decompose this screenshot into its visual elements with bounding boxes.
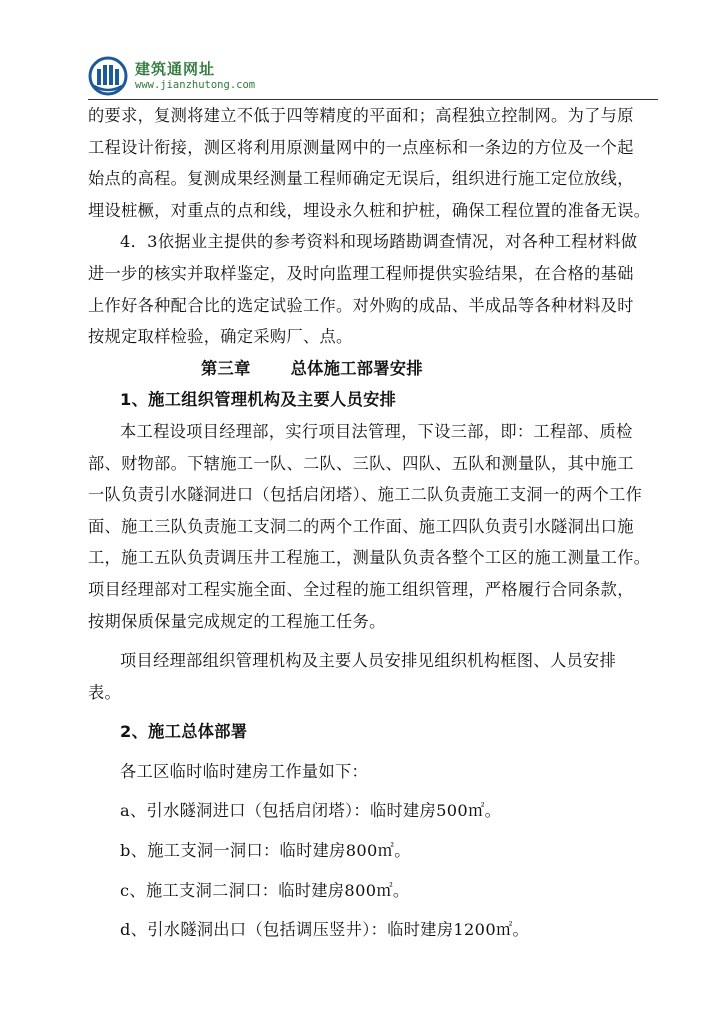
text-line: 按规定取样检验，确定采购厂、点。 <box>88 327 353 347</box>
section-heading-2: 2、施工总体部署 <box>120 722 248 742</box>
item-unit: ㎡ <box>377 841 395 861</box>
paragraph-org-chart-ref <box>88 645 658 708</box>
item-end: 。 <box>512 920 530 940</box>
item-end: 。 <box>392 880 410 900</box>
paragraph-survey <box>88 100 658 226</box>
chapter-number: 第三章 <box>201 358 251 378</box>
chapter-title: 总体施工部署安排 <box>290 358 423 378</box>
chapter-heading <box>88 353 658 385</box>
document-body <box>88 100 658 946</box>
item-prefix: c、 <box>120 880 146 900</box>
item-unit: ㎡ <box>495 920 513 940</box>
text-line: 工，施工五队负责调压井工程施工，测量队负责各整个工区的施工测量工作。 <box>88 548 651 568</box>
item-end: 。 <box>394 841 411 861</box>
text-line: 始点的高程。复测成果经测量工程师确定无误后，组织进行施工定位放线， <box>88 169 634 189</box>
text-line: 本工程设项目经理部，实行项目法管理，下设三部，即：工程部、质检 <box>120 421 633 441</box>
text-line: 工程设计衔接，测区将利用原测量网中的一点座标和一条边的方位及一个起 <box>88 137 634 157</box>
list-item <box>88 835 658 867</box>
section-heading-1: 1、施工组织管理机构及主要人员安排 <box>120 390 397 410</box>
site-header <box>88 52 388 98</box>
list-item <box>88 914 658 946</box>
text-line: 上作好各种配合比的选定试验工作。对外购的成品、半成品等各种材料及时 <box>88 295 634 315</box>
item-text: 施工支洞一洞口：临时建房 <box>147 841 346 861</box>
list-item <box>88 875 658 907</box>
paragraph-organization <box>88 416 658 637</box>
item-value: 800 <box>345 841 378 861</box>
text-line: 按期保质保量完成规定的工程施工任务。 <box>88 611 386 631</box>
text-line: 项目经理部组织管理机构及主要人员安排见组织机构框图、人员安排 <box>120 651 617 671</box>
text-line: 进一步的核实并取样鉴定，及时向监理工程师提供实验结果，在合格的基础 <box>88 263 634 283</box>
intro-line: 各工区临时临时建房工作量如下： <box>120 761 369 781</box>
site-logo-icon <box>88 56 128 96</box>
item-value: 500 <box>436 801 469 821</box>
item-text: 施工支洞二洞口：临时建房 <box>145 880 345 900</box>
item-prefix: d、 <box>120 920 148 940</box>
item-value: 1200 <box>453 920 496 940</box>
text-line: 一队负责引水隧洞进口（包括启闭塔）、施工二队负责施工支洞一的两个工作 <box>88 485 643 505</box>
text-line: 面、施工三队负责施工支洞二的两个工作面、施工四队负责引水隧洞出口施 <box>88 516 634 536</box>
item-text: 引水隧洞出口（包括调压竖井）：临时建房 <box>147 920 454 940</box>
list-item <box>88 795 658 827</box>
site-url[interactable]: www.jianzhutong.com <box>135 79 256 91</box>
text-line: 的要求，复测将建立不低于四等精度的平面和；高程独立控制网。为了与原 <box>88 106 634 125</box>
item-unit: ㎡ <box>376 880 393 900</box>
item-text: 引水隧洞进口（包括启闭塔）：临时建房 <box>146 801 437 821</box>
item-prefix: a、 <box>120 801 147 821</box>
site-name: 建筑通网址 <box>135 60 216 78</box>
text-line: 部、财物部。下辖施工一队、二队、三队、四队、五队和测量队，其中施工 <box>88 453 634 473</box>
item-end: 。 <box>484 801 502 821</box>
text-line: 表。 <box>88 682 122 702</box>
item-prefix: b、 <box>120 841 148 861</box>
paragraph-materials <box>88 226 658 352</box>
item-unit: ㎡ <box>468 801 485 821</box>
item-value: 800 <box>344 880 377 900</box>
text-line: 4．3依据业主提供的参考资料和现场踏勘调查情况，对各种工程材料做 <box>120 232 638 252</box>
text-line: 埋设桩橛，对重点的点和线，埋设永久桩和护桩，确保工程位置的准备无误。 <box>88 200 651 220</box>
text-line: 项目经理部对工程实施全面、全过程的施工组织管理，严格履行合同条款， <box>88 579 634 599</box>
